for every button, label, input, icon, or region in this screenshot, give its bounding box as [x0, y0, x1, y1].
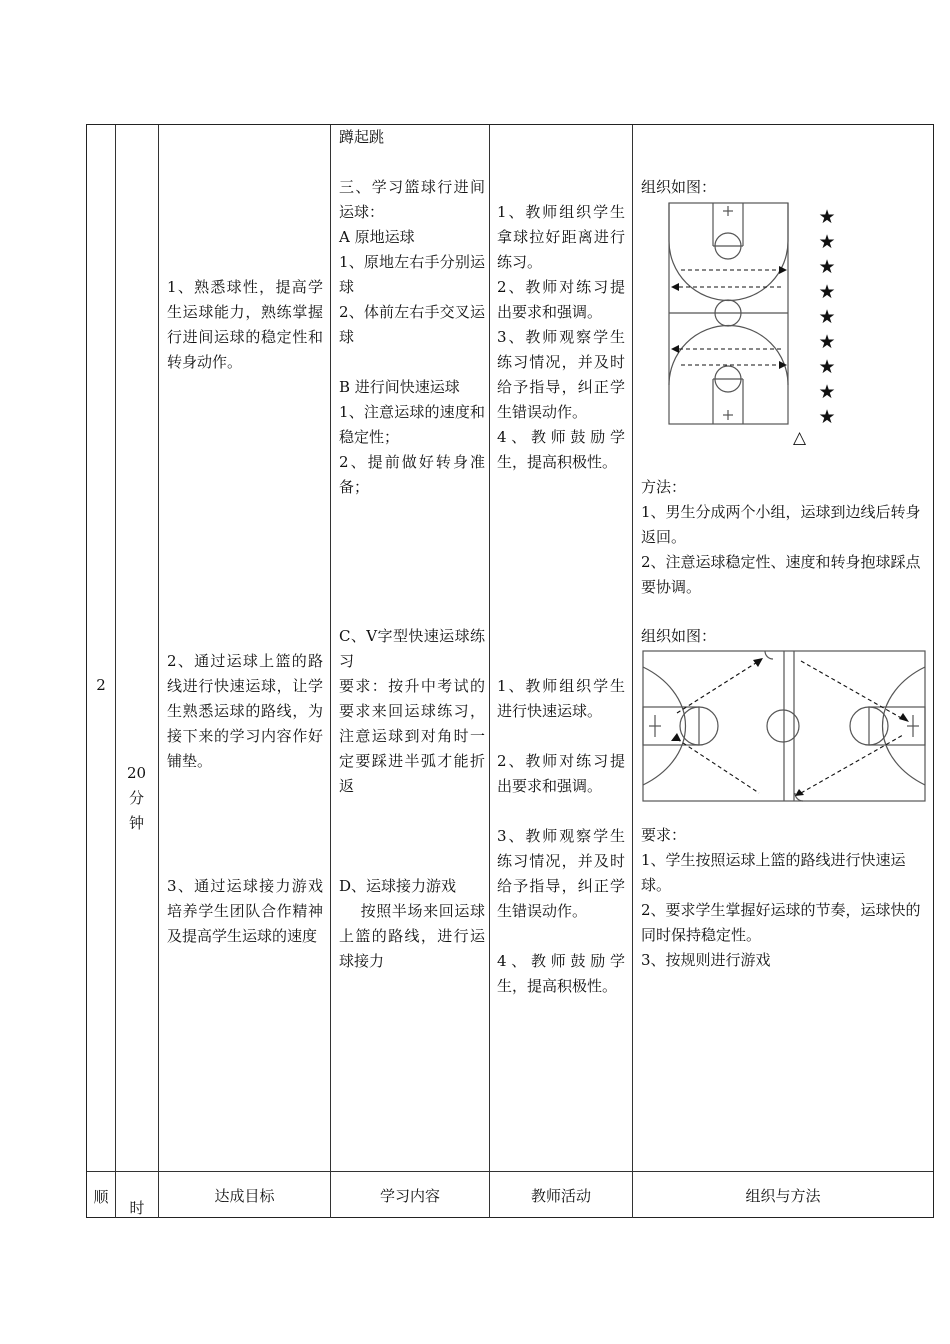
star-icon: ★ [818, 406, 836, 428]
header-content: 学习内容 [379, 1186, 440, 1205]
header-seq: 顺 [93, 1188, 109, 1206]
col-divider [632, 125, 633, 1218]
teacher-activity-1: 1、教师组织学生拿球拉好距离进行练习。 2、教师对练习提出要求和强调。 3、教师观察学生练习情况，并及时给予指导，纠正学生错误动作。 4、教师鼓励学生，提高积极性。 [497, 203, 625, 471]
star-icon: ★ [818, 231, 836, 253]
teacher-activity-2: 1、教师组织学生进行快速运球。 2、教师对练习提出要求和强调。 3、教师观察学生练习情况，并及时给予指导，纠正学生错误动作。 4、教师鼓励学生，提高积极性。 [497, 677, 625, 995]
header-org: 组织与方法 [745, 1186, 821, 1205]
star-icon: ★ [818, 281, 836, 303]
teacher-triangle-icon: △ [793, 428, 807, 448]
star-icon: ★ [818, 331, 836, 353]
content-partC: C、V字型快速运球练习 要求：按升中考试的要求来回运球练习，注意运球到对角时一定要踩进半弧才能折返 [339, 627, 485, 795]
col-divider [115, 125, 116, 1218]
content-top: 蹲起跳 [339, 128, 385, 146]
star-icon: ★ [818, 206, 836, 228]
star-column [817, 205, 837, 430]
goal-2: 2、通过运球上篮的路线进行快速运球，让学生熟悉运球的路线，为接下来的学习内容作好铺垫。 [167, 652, 323, 770]
header-time: 时 [129, 1199, 145, 1217]
goal-1: 1、熟悉球性，提高学生运球能力，熟练掌握行进间运球的稳定性和转身动作。 [167, 278, 323, 371]
org-requirements-2: 要求： 1、学生按照运球上篮的路线进行快速运球。 2、要求学生掌握好运球的节奏，运球快的同时保持稳定性。 3、按规则进行游戏 [641, 826, 921, 969]
org-fig-label-2: 组织如图： [641, 627, 717, 645]
content-partD: D、运球接力游戏 按照半场来回运球上篮的路线，进行运球接力 [339, 877, 485, 970]
org-method-1: 方法： 1、男生分成两个小组，运球到边线后转身返回。 2、注意运球稳定性、速度和转身抱球踩点要协调。 [641, 478, 921, 596]
star-icon: ★ [818, 356, 836, 378]
star-icon: ★ [818, 381, 836, 403]
header-teacher: 教师活动 [530, 1186, 591, 1205]
lesson-table [86, 124, 934, 1218]
header-goal: 达成目标 [214, 1186, 275, 1205]
goal-3: 3、通过运球接力游戏培养学生团队合作精神及提高学生运球的速度 [167, 877, 323, 945]
col-divider [330, 125, 331, 1218]
seq-number: 2 [96, 676, 106, 694]
content-part3: 三、学习篮球行进间运球： A 原地运球 1、原地左右手分别运球 2、体前左右手交叉运球 B 进行间快速运球 1、注意运球的速度和稳定性； 2、提前做好转身准备； [339, 178, 485, 496]
court-diagram-horizontal [641, 649, 931, 805]
time-value: 20 分 钟 [126, 764, 147, 832]
col-divider [489, 125, 490, 1218]
star-icon: ★ [818, 306, 836, 328]
org-fig-label-1: 组织如图： [641, 178, 717, 196]
col-divider [158, 125, 159, 1218]
star-icon: ★ [818, 256, 836, 278]
